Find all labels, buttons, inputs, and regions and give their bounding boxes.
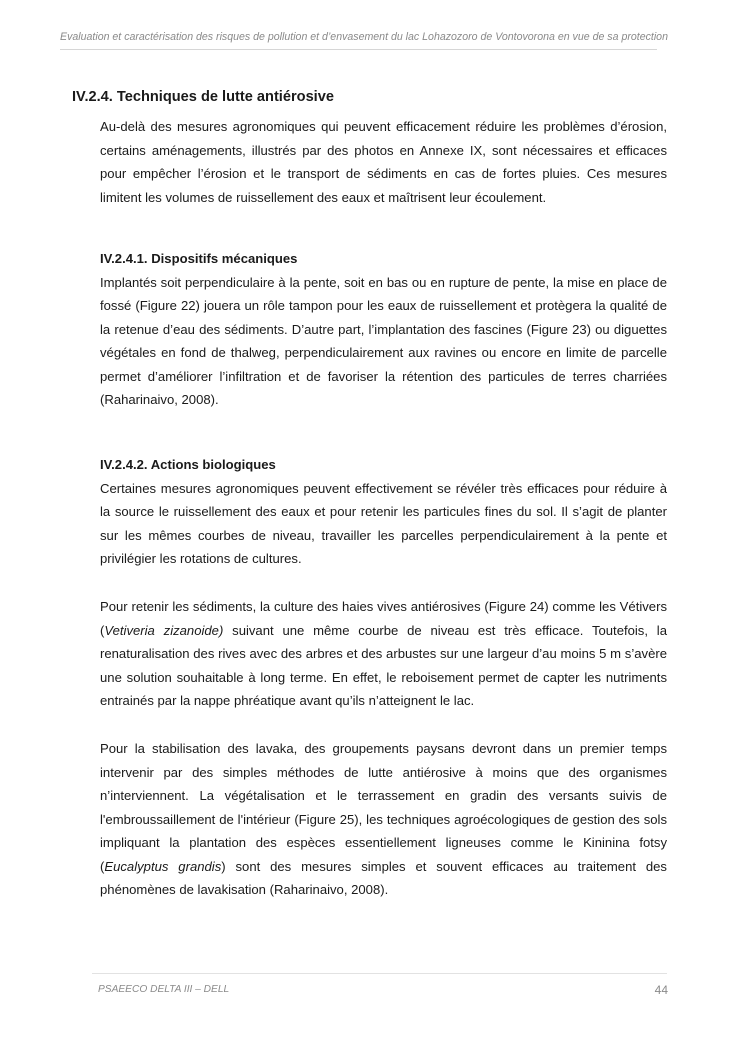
- biological-paragraph-2-text-b: suivant une même courbe de niveau est très efficace. Toutefois, la renaturalisation des rives avec des arbres et des arbustes sur une largeur d’au moins 5 m s’avère une solution souhaitable à long terme. En effet, le reboisement permet de capter les nutriments entrainés par la nappe phréatique avant qu’ils n’atteignent le lac.: [100, 622, 667, 708]
- running-header: Evaluation et caractérisation des risques de pollution et d’envasement du lac Lohazozoro de Vontovorona en vue de sa protection: [60, 31, 657, 50]
- biological-paragraph-3-text-b: ) sont des mesures simples et souvent efficaces au traitement des phénomènes de lavakisation (Raharinaivo, 2008).: [100, 858, 667, 897]
- biological-paragraph-3-block: [100, 737, 667, 902]
- footer-label: PSAEECO DELTA III – DELL: [98, 984, 230, 995]
- biological-paragraph-3-species: Eucalyptus grandis: [104, 858, 222, 874]
- section-title: IV.2.4. Techniques de lutte antiérosive: [72, 89, 334, 105]
- biological-paragraph-2-block: [100, 595, 667, 713]
- section-intro-paragraph: Au-delà des mesures agronomiques qui peuvent efficacement réduire les problèmes d’érosion, certains aménagements, illustrés par des photos en Annexe IX, sont nécessaires et efficaces pour empêcher l’érosion et le transport de sédiments en cas de fortes pluies. Ces mesures limitent les volumes de ruissellement des eaux et maîtrisent leur écoulement.: [100, 119, 667, 205]
- section-intro-block: [100, 115, 667, 209]
- biological-paragraph-1: Certaines mesures agronomiques peuvent effectivement se révéler très efficaces pour réduire à la source le ruissellement des eaux et pour retenir les particules fines du sol. Il s’agit de planter sur les mêmes courbes de niveau, travailler les parcelles perpendiculairement à la pente et privilégier les rotations de cultures.: [100, 480, 667, 566]
- biological-paragraph-2-text-a: Pour retenir les sédiments, la culture des haies vives antiérosives (Figure 24) comme les Vétivers (: [100, 599, 667, 638]
- subsection-mechanical-title: IV.2.4.1. Dispositifs mécaniques: [100, 251, 298, 266]
- subsection-biological-title: IV.2.4.2. Actions biologiques: [100, 457, 276, 472]
- biological-paragraph-2: [100, 595, 667, 713]
- biological-paragraph-2-species: Vetiveria zizanoide): [104, 622, 224, 638]
- page-number: 44: [654, 983, 668, 997]
- subsection-mechanical-paragraph: Implantés soit perpendiculaire à la pente, soit en bas ou en rupture de pente, la mise en place de fossé (Figure 22) jouera un rôle tampon pour les eaux de ruissellement et protègera la qualité de la retenue d’eau des sédiments. D’autre part, l’implantation des fascines (Figure 23) ou diguettes végétales en fond de thalweg, perpendiculairement aux ravines ou encore en limite de parcelle permet d’améliorer l’infiltration et de favoriser la rétention des particules de terres charriées (Raharinaivo, 2008).: [100, 274, 667, 407]
- biological-paragraph-3-text-a: Pour la stabilisation des lavaka, des groupements paysans devront dans un premier temps intervenir par des simples méthodes de lutte antiérosive à moins que des organismes n’interviennent. La végétalisation et le terrassement en gradin des versants suivis de l'embroussaillement de l'intérieur (Figure 25), les techniques agroécologiques de gestion des sols impliquant la plantation des espèces essentiellement ligneuses comme le Kininina fotsy (: [100, 741, 667, 874]
- subsection-mechanical: [100, 247, 667, 412]
- subsection-biological: [100, 453, 667, 571]
- footer-divider: [92, 973, 667, 974]
- biological-paragraph-3: [100, 737, 667, 902]
